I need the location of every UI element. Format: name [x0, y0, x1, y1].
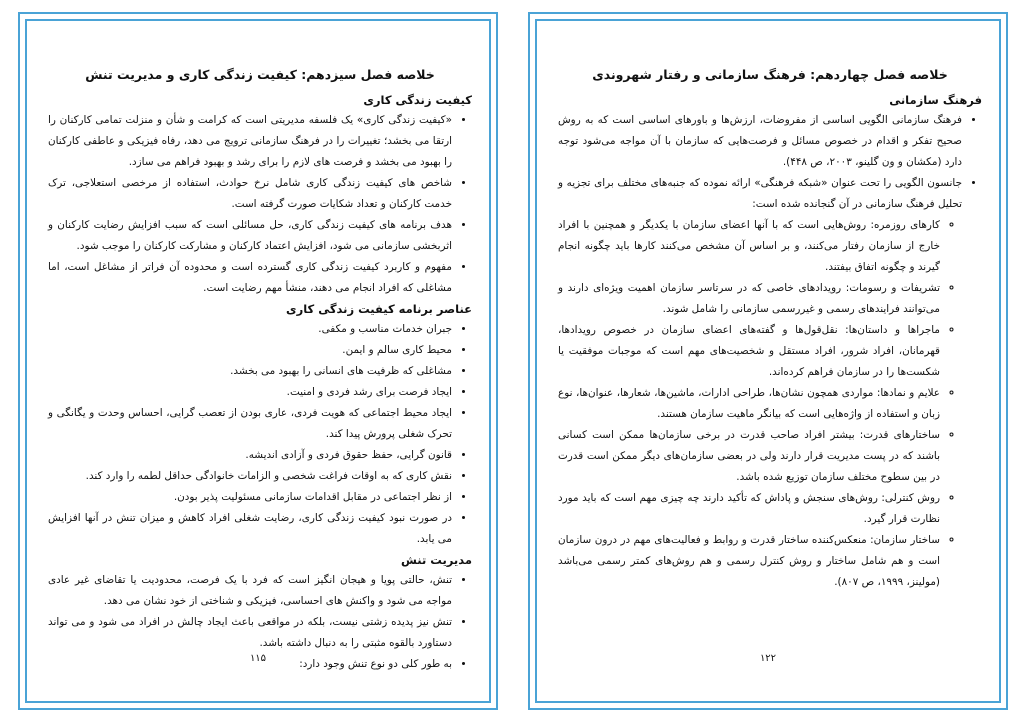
list-item: • «کیفیت زندگی کاری» یک فلسفه مدیریتی است که کرامت و شأن و منزلت تمامی کارکنان را ارتقا می بخشد؛ تغییرات را در فرهنگ سازمانی ترویج می دهد، رفاه فیزیکی و عاطفی کارکنان را بهبود می بخشد و فرصت های لازم را برای رشد و بهبود فراهم می سازد.: [48, 110, 452, 173]
list-item: • فرهنگ سازمانی الگویی اساسی از مفروضات، ارزش‌ها و باورهای اساسی است که به روش صحیح تفکر و اقدام در خصوص مسائل و فرصت‌هایی که سازمان با آن مواجه می‌شود توجه دارد (مکشان و ون گلینو، ۲۰۰۳، ص ۴۴۸).: [558, 110, 962, 173]
list-item: • در صورت نبود کیفیت زندگی کاری، رضایت شغلی افراد کاهش و میزان تنش در آنها افزایش می یابد.: [48, 508, 452, 550]
left-page-title: خلاصه فصل سیزدهم: کیفیت زندگی کاری و مدیریت تنش: [85, 67, 435, 82]
list-item-text: جانسون الگویی را تحت عنوان «شبکه فرهنگی» ارائه نموده که جنبه‌های مختلف برای تجزیه و تحلیل فرهنگ سازمانی در آن گنجانده شده است:: [558, 177, 962, 210]
list-item: • به طور کلی دو نوع تنش وجود دارد:: [48, 654, 452, 675]
page-number: ۱۲۲: [759, 653, 777, 664]
left-page-content: [48, 66, 472, 675]
sub-list-item: ◦ علایم و نمادها: مواردی همچون نشان‌ها، طراحی ادارات، ماشین‌ها، شعارها، عنوان‌ها، نوع زبان و استفاده از واژه‌هایی است که بیانگر ماهیت سازمان هستند.: [558, 383, 940, 425]
list-item: [558, 173, 962, 593]
left-page: [18, 12, 498, 710]
list-item: • مشاغلی که ظرفیت های انسانی را بهبود می بخشد.: [48, 361, 452, 382]
list-item: • مفهوم و کاربرد کیفیت زندگی کاری گسترده است و محدوده آن فراتر از مشاغل است، اما مشاغلی که افراد انجام می دهند، منشأ مهم رضایت است.: [48, 257, 452, 299]
list-item: • نقش کاری که به اوقات فراغت شخصی و الزامات خانوادگی حداقل لطمه را وارد کند.: [48, 466, 452, 487]
list-item: • تنش، حالتی پویا و هیجان انگیز است که فرد با یک فرصت، محدودیت یا تقاضای غیر عادی مواجه می شود و واکنش های احساسی، فیزیکی و شناختی از خود نشان می دهد.: [48, 570, 452, 612]
list-item: • شاخص های کیفیت زندگی کاری شامل نرخ حوادث، استفاده از مرخصی استعلاجی، ترک خدمت کارکنان و تعداد شکایات صورت گرفته است.: [48, 173, 452, 215]
sub-list-item: ◦ ساختارهای قدرت: بیشتر افراد صاحب قدرت در برخی سازمان‌ها ممکن است کسانی باشند که در پست مدیریت قرار دارند ولی در بعضی سازمان‌های دیگر ممکن است قدرت در بین سطوح مختلف سازمان توزیع شده باشد.: [558, 425, 940, 488]
list-item: • قانون گرایی، حفظ حقوق فردی و آزادی اندیشه.: [48, 445, 452, 466]
list-item: • جبران خدمات مناسب و مکفی.: [48, 319, 452, 340]
right-page: [528, 12, 1008, 710]
bullet-list: [48, 110, 472, 299]
sub-bullet-list: [558, 215, 962, 593]
bullet-list: [558, 110, 982, 593]
list-item: • ایجاد محیط اجتماعی که هویت فردی، عاری بودن از تعصب گرایی، احساس وحدت و یگانگی و تحرک شغلی پرورش پیدا کند.: [48, 403, 452, 445]
section-heading-organizational-culture: فرهنگ سازمانی: [889, 93, 982, 107]
section-heading-program-elements: عناصر برنامه کیفیت زندگی کاری: [286, 302, 472, 316]
section-heading-quality-of-work-life: کیفیت زندگی کاری: [363, 93, 472, 107]
list-item: • از نظر اجتماعی در مقابل اقدامات سازمانی مسئولیت پذیر بودن.: [48, 487, 452, 508]
right-page-content: [558, 66, 982, 593]
section-heading-stress-management: مدیریت تنش: [401, 553, 472, 567]
sub-list-item: ◦ ماجراها و داستان‌ها: نقل‌قول‌ها و گفته‌های اعضای سازمان در خصوص رویدادها، قهرمانان، افراد شرور، افراد مستقل و شخصیت‌های مهم است که موجبات موفقیت یا شکست‌ها را در سازمان فراهم کرده‌اند.: [558, 320, 940, 383]
list-item: • ایجاد فرصت برای رشد فردی و امنیت.: [48, 382, 452, 403]
sub-list-item: ◦ ساختار سازمان: منعکس‌کننده ساختار قدرت و روابط و فعالیت‌های مهم در درون سازمان است و هم شامل ساختار و روش کنترل رسمی و هم روش‌های کمتر رسمی می‌باشد (مولینز، ۱۹۹۹، ص ۸۰۷).: [558, 530, 940, 593]
page-number: ۱۱۵: [249, 653, 267, 664]
bullet-list: [48, 319, 472, 550]
list-item: • تنش نیز پدیده زشتی نیست، بلکه در مواقعی باعث ایجاد چالش در افراد می شود و می تواند دستاورد بالقوه مثبتی را به دنبال داشته باشد.: [48, 612, 452, 654]
sub-list-item: ◦ تشریفات و رسومات: رویدادهای خاصی که در سرتاسر سازمان اهمیت ویژه‌ای دارند و می‌توانند فرایندهای رسمی و غیررسمی سازمانی را شامل شوند.: [558, 278, 940, 320]
sub-list-item: ◦ روش کنترلی: روش‌های سنجش و پاداش که تأکید دارند چه چیزی مهم است که باید مورد نظارت قرار گیرد.: [558, 488, 940, 530]
sub-list-item: ◦ کارهای روزمره: روش‌هایی است که با آنها اعضای سازمان با یکدیگر و همچنین با افراد خارج از سازمان رفتار می‌کنند، و بر اساس آن مشخص می‌کنند کارها باید چگونه انجام گیرند و چگونه اتفاق بیفتند.: [558, 215, 940, 278]
right-page-title: خلاصه فصل چهاردهم: فرهنگ سازمانی و رفتار شهروندی: [592, 67, 948, 82]
list-item: • هدف برنامه های کیفیت زندگی کاری، حل مسائلی است که سبب افزایش رضایت کارکنان و اثربخشی سازمانی می شود، افزایش اعتماد کارکنان و مشارکت کارکنان را موجب شود.: [48, 215, 452, 257]
list-item: • محیط کاری سالم و ایمن.: [48, 340, 452, 361]
